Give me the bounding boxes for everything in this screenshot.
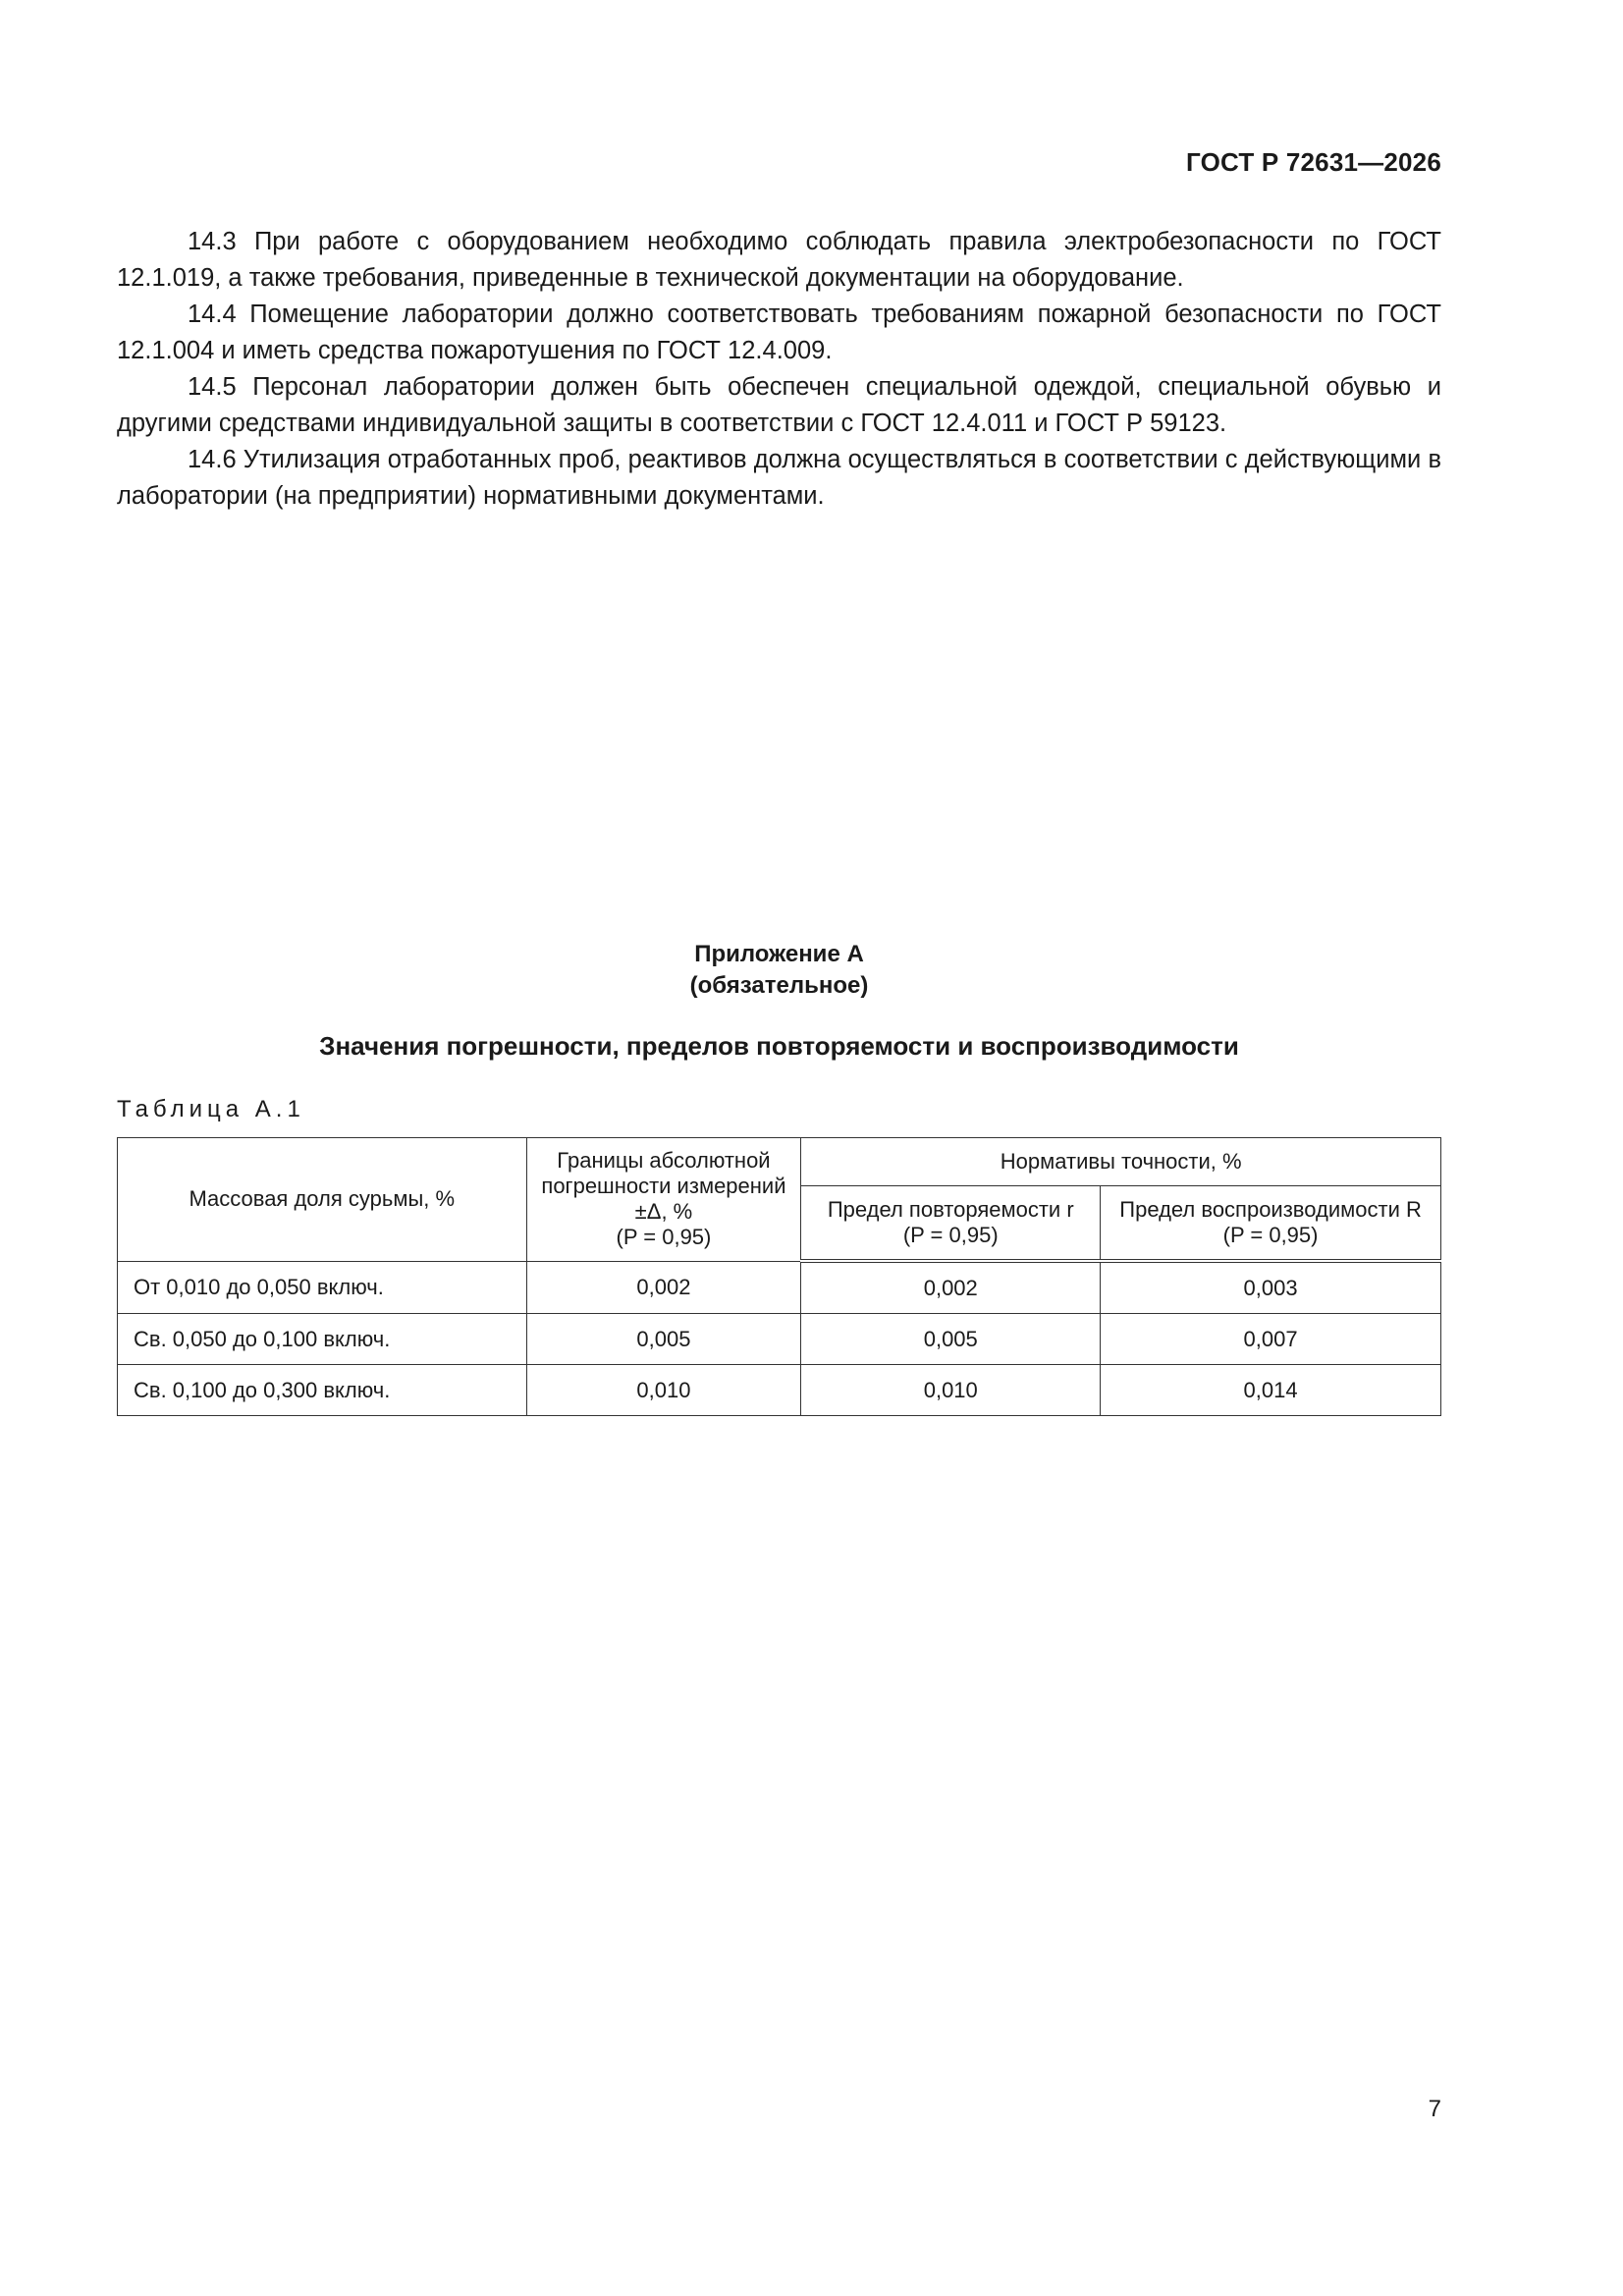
table-header-row <box>118 1138 1441 1186</box>
cell-reproducibility: 0,014 <box>1101 1365 1441 1416</box>
header-error-limits-label: Границы абсолютной погрешности измерений ±Δ, % <box>541 1148 786 1225</box>
appendix-heading <box>117 939 1441 1002</box>
header-mass-fraction: Массовая доля сурьмы, % <box>118 1138 527 1262</box>
paragraph-14-3: 14.3 При работе с оборудованием необходимо соблюдать правила электробезопасности по ГОСТ 12.1.019, а также требования, приведенные в технической документации на оборудование. <box>117 228 1441 292</box>
cell-repeatability: 0,005 <box>801 1314 1101 1365</box>
table-row <box>118 1365 1441 1416</box>
paragraph-14-6: 14.6 Утилизация отработанных проб, реактивов должна осуществляться в соответствии с действующими в лаборатории (на предприятии) нормативными документами. <box>117 446 1441 510</box>
header-reproducibility-label: Предел воспроизводимости R <box>1119 1197 1422 1222</box>
cell-reproducibility: 0,007 <box>1101 1314 1441 1365</box>
header-repeatability-label: Предел повторяемости r <box>827 1197 1074 1222</box>
cell-error-limit: 0,002 <box>526 1261 801 1314</box>
appendix-status: (обязательное) <box>689 972 869 999</box>
cell-repeatability: 0,002 <box>801 1261 1101 1314</box>
cell-error-limit: 0,010 <box>526 1365 801 1416</box>
document-id: ГОСТ Р 72631—2026 <box>1186 147 1441 177</box>
cell-repeatability: 0,010 <box>801 1365 1101 1416</box>
header-error-limits-probability: (P = 0,95) <box>616 1225 712 1250</box>
cell-error-limit: 0,005 <box>526 1314 801 1365</box>
cell-mass-fraction: Св. 0,100 до 0,300 включ. <box>118 1365 527 1416</box>
accuracy-table <box>117 1137 1441 1416</box>
paragraph-14-5: 14.5 Персонал лаборатории должен быть обеспечен специальной одеждой, специальной обувью и другими средствами индивидуальной защиты в соответствии с ГОСТ 12.4.011 и ГОСТ Р 59123. <box>117 373 1441 437</box>
cell-reproducibility: 0,003 <box>1101 1261 1441 1314</box>
header-accuracy-norms: Нормативы точности, % <box>801 1138 1441 1186</box>
cell-mass-fraction: Св. 0,050 до 0,100 включ. <box>118 1314 527 1365</box>
body-text <box>117 224 1441 515</box>
appendix-label: Приложение А <box>694 941 864 967</box>
header-repeatability-probability: (P = 0,95) <box>902 1223 999 1247</box>
header-reproducibility-probability: (P = 0,95) <box>1222 1223 1319 1247</box>
page-number: 7 <box>1428 2096 1441 2122</box>
header-repeatability <box>801 1186 1101 1262</box>
table-row <box>118 1261 1441 1314</box>
table-row <box>118 1314 1441 1365</box>
header-error-limits <box>526 1138 801 1262</box>
appendix-title: Значения погрешности, пределов повторяемости и воспроизводимости <box>319 1031 1239 1061</box>
header-reproducibility <box>1101 1186 1441 1262</box>
paragraph-14-4: 14.4 Помещение лаборатории должно соответствовать требованиям пожарной безопасности по ГОСТ 12.1.004 и иметь средства пожаротушения по ГОСТ 12.4.009. <box>117 301 1441 364</box>
table-caption: Таблица А.1 <box>117 1096 305 1122</box>
cell-mass-fraction: От 0,010 до 0,050 включ. <box>118 1261 527 1314</box>
